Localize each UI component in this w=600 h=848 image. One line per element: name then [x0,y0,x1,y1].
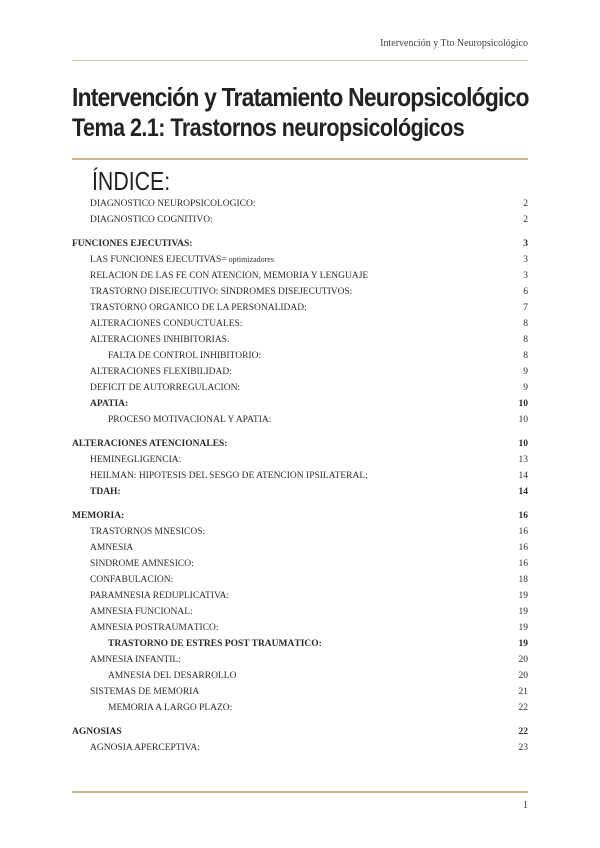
toc-entry-page: 20 [518,671,528,681]
toc-entry-page: 10 [518,415,528,425]
toc-entry-label: ALTERACIONES FLEXIBILIDAD: [90,367,232,377]
toc-entry[interactable] [72,215,528,231]
page-number: 1 [523,800,528,811]
toc-entry[interactable] [72,199,528,215]
toc-entry-label: APATÍA: [90,399,129,409]
document-subtitle: Tema 2.1: Trastornos neuropsicológicos [72,114,465,142]
toc-entry[interactable] [72,527,528,543]
toc-entry-label: TRASTORNO DE ESTRÉS POST TRAUMÁTICO: [108,639,322,649]
toc-entry-page: 19 [518,639,528,649]
toc-entry-label: MEMORIA A LARGO PLAZO: [108,703,233,713]
toc-entry[interactable] [72,399,528,415]
toc-entry-page: 19 [518,607,528,617]
toc-entry-page: 16 [518,527,528,537]
toc-entry-page: 14 [518,487,528,497]
toc-section[interactable] [72,239,528,255]
toc-entry-page: 13 [518,455,528,465]
toc-entry-label: FUNCIONES EJECUTIVAS: [72,239,193,249]
toc-entry-label: MEMORIA: [72,511,125,521]
index-heading: ÍNDICE: [92,166,171,196]
toc-entry-page: 8 [523,335,528,345]
toc-entry-label: HEILMAN: HIPÓTESIS DEL SESGO DE ATENCIÓN IPSILATERAL: [90,471,368,481]
toc-entry[interactable] [72,383,528,399]
toc-entry[interactable] [72,319,528,335]
toc-entry[interactable] [72,687,528,703]
toc-entry-label: PARAMNESIA REDUPLICATIVA: [90,591,230,601]
toc-entry-label: TRASTORNO DISEJECUTIVO: SÍNDROMES DISEJECUTIVOS: [90,287,353,297]
toc-entry-label: SÍNDROME AMNÉSICO: [90,559,194,569]
toc-entry-page: 22 [518,727,528,737]
toc-entry-page: 23 [518,743,528,753]
toc-entry[interactable] [72,607,528,623]
toc-entry-label: AMNESIA [90,543,134,553]
toc-entry-label: HEMINEGLIGENCIA: [90,455,182,465]
toc-entry-label: AMNESIA FUNCIONAL: [90,607,193,617]
toc-entry[interactable] [72,271,528,287]
toc-entry[interactable] [72,287,528,303]
toc-entry-page: 14 [518,471,528,481]
toc-entry-page: 9 [523,383,528,393]
toc-entry-label: PROCESO MOTIVACIONAL Y APATÍA: [108,415,272,425]
toc-entry-label: FALTA DE CONTROL INHIBITORIO: [108,351,262,361]
toc-entry-page: 10 [518,399,528,409]
toc-entry-label: CONFABULACIÓN: [90,575,174,585]
table-of-contents [72,199,528,759]
toc-entry[interactable] [72,575,528,591]
toc-entry-page: 19 [518,623,528,633]
toc-entry-page: 16 [518,559,528,569]
toc-entry-page: 16 [518,543,528,553]
toc-entry[interactable] [72,623,528,639]
toc-entry-page: 6 [523,287,528,297]
toc-entry-label-main: LAS FUNCIONES EJECUTIVAS= [90,255,227,265]
toc-entry-label: DIAGNÓSTICO COGNITIVO: [90,215,213,225]
running-header: Intervención y Tto Neuropsicológico [380,38,528,49]
toc-entry-label: TRASTORNO ORGÁNICO DE LA PERSONALIDAD: [90,303,307,313]
toc-entry-label: SISTEMAS DE MEMORIA [90,687,200,697]
toc-entry[interactable] [72,367,528,383]
header-rule [72,60,528,61]
toc-entry-label: TRASTORNOS MNÉSICOS: [90,527,206,537]
toc-entry[interactable] [72,559,528,575]
toc-entry-page: 3 [523,271,528,281]
toc-entry-page: 19 [518,591,528,601]
toc-entry[interactable] [72,543,528,559]
toc-entry-label: AMNESIA POSTRAUMÁTICO: [90,623,219,633]
toc-entry-label: ALTERACIONES CONDUCTUALES: [90,319,243,329]
toc-entry-label: TDAH: [90,487,121,497]
toc-entry-page: 2 [523,215,528,225]
toc-entry-page: 8 [523,351,528,361]
toc-entry-label: DÉFICIT DE AUTORREGULACIÓN: [90,383,241,393]
toc-entry-page: 3 [523,255,528,265]
toc-entry-label: RELACIÓN DE LAS FE CON ATENCIÓN, MEMORIA Y LENGUAJE [90,271,369,281]
toc-section[interactable] [72,439,528,455]
toc-entry-label: ALTERACIONES ATENCIONALES: [72,439,228,449]
toc-entry-page: 2 [523,199,528,209]
toc-entry-label: AGNOSIA APERCEPTIVA: [90,743,200,753]
toc-entry[interactable] [72,335,528,351]
toc-entry-page: 3 [523,239,528,249]
footer-rule [72,791,528,793]
toc-entry-page: 22 [518,703,528,713]
toc-section[interactable] [72,727,528,743]
toc-entry[interactable] [72,591,528,607]
toc-entry[interactable] [72,415,528,431]
toc-entry-page: 16 [518,511,528,521]
toc-entry-page: 9 [523,367,528,377]
toc-entry-label: ALTERACIONES INHIBITORIAS. [90,335,230,345]
title-block [72,82,532,144]
toc-entry[interactable] [72,351,528,367]
toc-entry[interactable] [72,703,528,719]
toc-entry-page: 10 [518,439,528,449]
toc-entry-page: 18 [518,575,528,585]
toc-entry[interactable] [72,303,528,319]
toc-section[interactable] [72,511,528,527]
toc-entry-label: DIAGNÓSTICO NEUROPSICOLÓGICO: [90,199,256,209]
toc-entry[interactable] [72,743,528,759]
toc-entry-label: AMNESIA DEL DESARROLLO [108,671,237,681]
toc-entry-label [90,255,274,265]
toc-entry-page: 20 [518,655,528,665]
toc-entry[interactable] [72,471,528,487]
toc-entry[interactable] [72,455,528,471]
toc-entry-label: AGNOSIAS [72,727,122,737]
toc-entry[interactable] [72,655,528,671]
document-title: Intervención y Tratamiento Neuropsicológico [72,82,529,112]
toc-entry[interactable] [72,671,528,687]
toc-entry[interactable] [72,639,528,655]
toc-entry-label-extra: optimizadores [226,255,274,264]
toc-entry-label: AMNESIA INFANTIL: [90,655,181,665]
toc-entry-page: 8 [523,319,528,329]
toc-entry[interactable] [72,255,528,271]
toc-entry-page: 7 [523,303,528,313]
toc-entry-page: 21 [518,687,528,697]
title-rule [72,158,528,160]
toc-entry[interactable] [72,487,528,503]
